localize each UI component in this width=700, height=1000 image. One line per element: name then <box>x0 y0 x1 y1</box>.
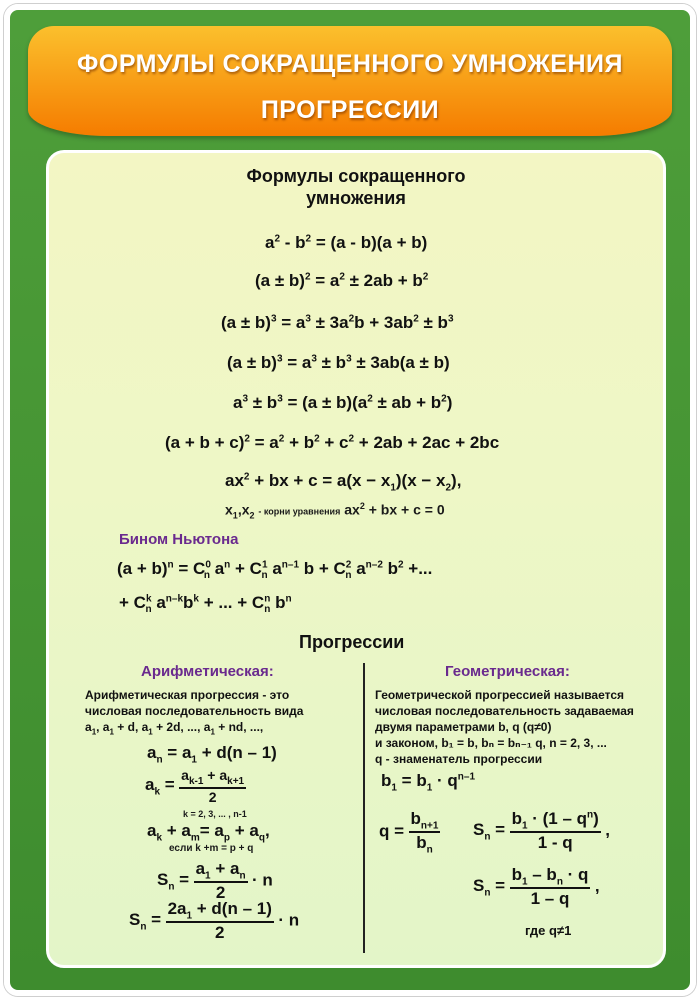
geometric-desc-line5: q - знаменатель прогрессии <box>375 752 543 766</box>
banner-title-line2: ПРОГРЕССИИ <box>260 96 440 124</box>
progressions-title: Прогрессии <box>299 632 405 652</box>
arith-sum-formula-1: $S_n$ = $\frac{a_1 + a_n}{2}$ · n <box>157 859 273 903</box>
roots-caption: - корни уравнения <box>258 506 341 517</box>
arithmetic-description <box>85 687 303 740</box>
geom-nth-term: $b_1 = b_1 \cdot q^{n-1}$ <box>381 771 476 794</box>
binomial-formula-line1: $(a + b)^n = C^0_n$ $a^n + C^1_n$ $a^{n-1}$ $b + C^2_n$ $a^{n-2}$ $b^2$ +... <box>117 559 433 582</box>
geometric-desc-line3: двумя параметрами b, q (q≠0) <box>375 720 552 734</box>
geom-sum-formula-1: $S_n$ = $\frac{b_1 \cdot (1 - q^n)}{1 - q}$ , <box>473 809 610 853</box>
geometric-desc-line1: Геометрической прогрессией называется <box>375 688 625 702</box>
arithmetic-sequence-form: $a_1$, $a_1 + d$, $a_1 + 2d$, ..., $a_1$ + nd, ..., <box>85 720 264 737</box>
arith-index-property: $a_k + a_m= a_p + a_q$, <box>147 821 270 844</box>
arithmetic-heading: Арифметическая: <box>141 663 274 680</box>
formula-quadratic-factor: $ax^2$ + bx + $c = a(x - x_1)(x - x_2)$, <box>225 471 462 494</box>
formula-diff-squares: $a^2 - b^2 = (a - b)(a + b)$ <box>265 233 428 252</box>
geometric-description <box>375 687 634 767</box>
formula-sum-cubes: $a^3 \pm b^3 = (a \pm b)(a^2$ ± ab + $b^2$) <box>233 393 453 412</box>
geometric-heading: Геометрическая: <box>445 663 570 680</box>
geometric-desc-line2: числовая последовательность задаваемая <box>375 704 634 718</box>
geom-ratio-formula: q = $\frac{b_{n+1}}{b_n}$ <box>379 809 439 856</box>
geom-condition: где q≠1 <box>525 923 572 938</box>
formula-trinomial-square: $(a + b + c)^2 = a^2 + b^2 + c^2 + 2ab + 2ac + 2bc$ <box>165 433 500 452</box>
formula-cube-sum-short: $(a \pm b)^3 = a^3 \pm b^3 \pm 3ab(a \pm b)$ <box>227 353 450 372</box>
arith-mean-formula: $a_k$ = $\frac{a_{k-1} + a_{k+1}}{2}$ <box>145 767 245 805</box>
formula-square-sum: $(a \pm b)^2 = a^2 \pm 2ab + b^2$ <box>255 271 429 290</box>
content-panel <box>46 150 666 968</box>
banner-title-line1: ФОРМУЛЫ СОКРАЩЕННОГО УМНОЖЕНИЯ <box>77 50 623 78</box>
arithmetic-desc-line2: числовая последовательность вида <box>85 704 304 718</box>
fsu-section-title <box>49 165 663 209</box>
poster <box>4 4 696 996</box>
geometric-desc-line4: и законом, b₁ = b, bₙ = bₙ₋₁ q, n = 2, 3, ... <box>375 736 607 750</box>
fsu-title-line2: умножения <box>306 188 406 208</box>
arith-condition: если k +m = p + q <box>169 843 254 854</box>
arith-sum-formula-2: $S_n$ = $\frac{2a_1 + d(n - 1)}{2}$ · n <box>129 899 300 943</box>
roots-note: $x_1,x_2$ - корни уравнения $ax^2$ + bx + c = 0 <box>225 501 445 521</box>
formula-cube-sum: $(a \pm b)^3 = a^3 \pm 3a^2b + 3ab^2 \pm b^3$ <box>221 313 454 332</box>
binomial-title: Бином Ньютона <box>119 531 239 548</box>
fsu-title-line1: Формулы сокращенного <box>246 166 466 186</box>
column-divider <box>363 663 365 953</box>
arith-nth-term: $a_n = a_1 + d(n - 1)$ <box>147 743 277 766</box>
arithmetic-desc-line1: Арифметическая прогрессия - это <box>85 688 290 702</box>
title-banner <box>28 26 672 136</box>
geom-sum-formula-2: $S_n$ = $\frac{b_1 - b_n \cdot q}{1 - q}$ , <box>473 865 600 909</box>
arith-k-range: k = 2, 3, ... , n-1 <box>183 809 247 819</box>
binomial-formula-line2: + $C^k_n$ $a^{n-k}b^k$ + ... + $C^n_n$ $b^n$ <box>119 593 292 616</box>
